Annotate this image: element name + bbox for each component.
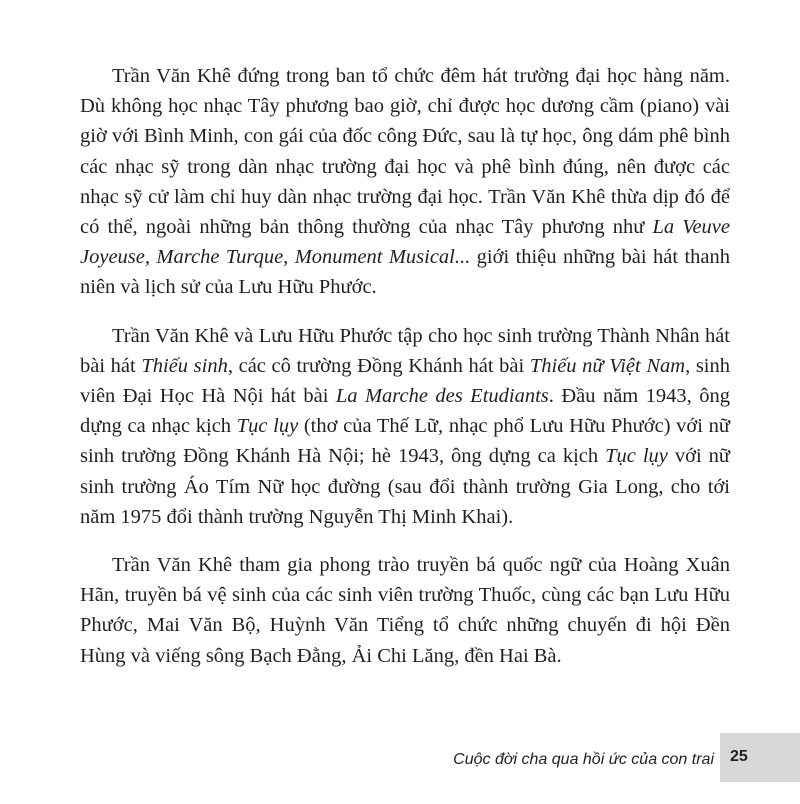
paragraph-text: giới thiệu những bài hát thanh niên và lịch sử của Lưu Hữu Phước. — [80, 246, 731, 299]
paragraph-text: , sinh viên Đại Học Hà Nội hát bài — [80, 354, 730, 408]
paragraph-text: , các cô trường Đồng Khánh hát bài — [227, 354, 530, 377]
running-footer-title: Cuộc đời cha qua hồi ức của con trai — [453, 751, 714, 768]
paragraph-text: (thơ của Thế Lữ, nhạc phổ Lưu Hữu Phước) với nữ sinh trường Đồng Khánh Hà Nội; hè 1943, ông dựng ca kịch — [80, 415, 730, 468]
italic-title-text: Tục lụy — [605, 445, 668, 468]
paragraph-text: với nữ sinh trường Áo Tím Nữ học đường (sau đổi thành trường Gia Long, cho tới năm 1975 đổi thành trường Nguyễn Thị Minh Khai). — [80, 445, 730, 528]
italic-title-text: La Marche des Etudiants — [335, 385, 549, 408]
page-number: 25 — [730, 748, 748, 765]
italic-title-text: Tục lụy — [236, 415, 299, 438]
paragraph-1 — [80, 61, 730, 303]
paragraph-text: . Đầu năm 1943, ông dựng ca nhạc kịch — [80, 385, 730, 438]
italic-title-text: La Veuve Joyeuse, Marche Turque, Monument Musical... — [80, 216, 730, 269]
paragraph-2 — [80, 321, 730, 532]
italic-title-text: Thiếu sinh — [141, 354, 228, 377]
body-text — [80, 61, 730, 671]
page-number-box — [720, 733, 800, 782]
paragraph-3 — [80, 550, 730, 671]
paragraph-text: Trần Văn Khê tham gia phong trào truyền bá quốc ngữ của Hoàng Xuân Hãn, truyền bá vệ sinh của các sinh viên trường Thuốc, cùng các bạn Lưu Hữu Phước, Mai Văn Bộ, Huỳnh Văn Tiểng tổ chức những chuyến đi hội Đền Hùng và viếng sông Bạch Đằng, Ải Chi Lăng, đền Hai Bà. — [80, 554, 730, 667]
paragraph-text: Trần Văn Khê đứng trong ban tổ chức đêm hát trường đại học hàng năm. Dù không học nhạc Tây phương bao giờ, chỉ được học dương cầm (piano) vài giờ với Bình Minh, con gái của đốc công Đức, sau là tự học, ông dám phê bình các nhạc sỹ trong dàn nhạc trường đại học và phê bình đúng, nên được các nhạc sỹ cử làm chỉ huy dàn nhạc trường đại học. Trần Văn Khê thừa dịp đó để có thể, ngoài những bản thông thường của nhạc Tây phương như — [80, 65, 730, 239]
paragraph-text: Trần Văn Khê và Lưu Hữu Phước tập cho học sinh trường Thành Nhân hát bài hát — [80, 324, 730, 377]
italic-title-text: Thiếu nữ Việt Nam — [529, 354, 686, 377]
